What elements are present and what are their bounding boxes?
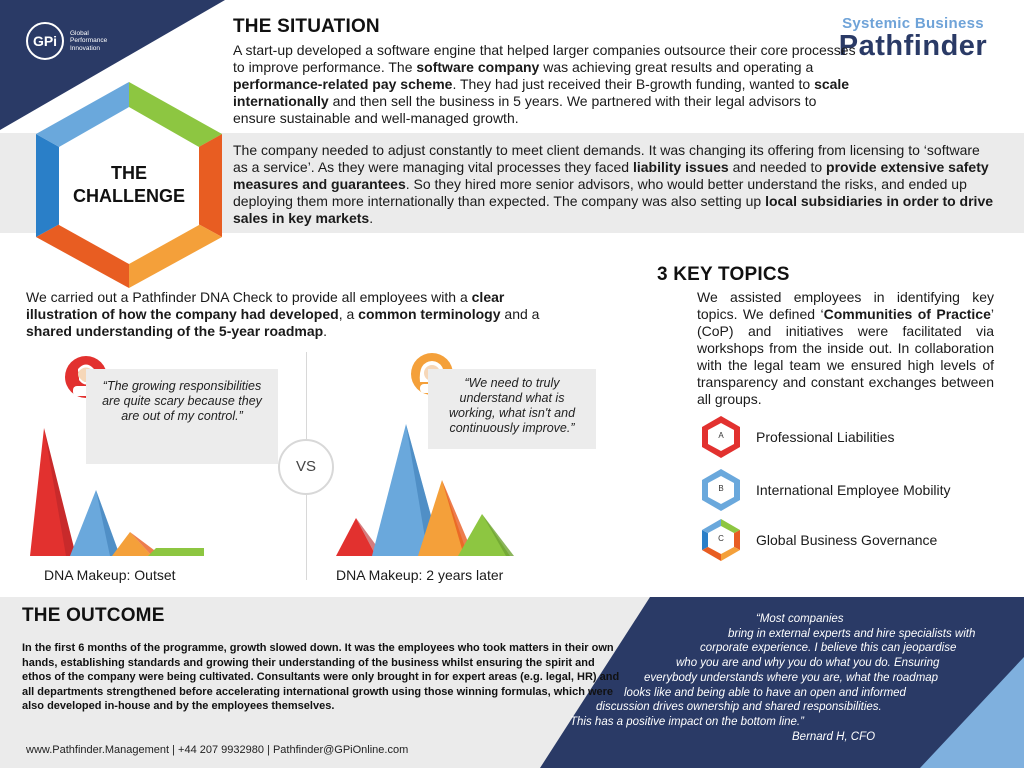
dna-peak-green xyxy=(148,548,204,556)
testimonial-line: This has a positive impact on the bottom line.” xyxy=(570,715,804,728)
testimonial-line: corporate experience. I believe this can jeopardise xyxy=(700,642,957,655)
dna-peak-green xyxy=(458,514,510,556)
text-segment: . xyxy=(323,323,328,339)
cfo-testimonial xyxy=(560,612,1010,744)
gpi-logo-mark: GPi xyxy=(26,22,64,60)
testimonial-line: looks like and being able to have an open and informed xyxy=(624,686,906,699)
text-segment: local subsidiaries in order to drive sales in key markets xyxy=(233,193,994,226)
testimonial-attribution: Bernard H, CFO xyxy=(792,730,876,743)
hex-line: THE xyxy=(111,163,147,183)
dna-intro xyxy=(26,289,571,340)
topics-paragraph xyxy=(697,289,994,408)
text-segment: ’ (CoP) and initiatives were facilitated via workshops from the inside out. In collaboration with the legal team we ensured high levels of transparency and constant exchanges between all groups. xyxy=(697,306,995,407)
logo-line: Innovation xyxy=(70,44,100,52)
vs-badge: VS xyxy=(278,439,334,495)
text-segment: provide extensive safety measures and guarantees xyxy=(233,159,989,192)
text-segment: , a xyxy=(338,306,359,322)
text-segment: was achieving great results and operating a xyxy=(539,59,814,75)
dna-caption-later: DNA Makeup: 2 years later xyxy=(336,567,504,583)
testimonial-line: who you are and why you do what you do. Ensuring xyxy=(676,657,940,670)
dna-chart-later xyxy=(332,420,517,560)
testimonial-line: discussion drives ownership and shared responsibilities. xyxy=(596,701,882,714)
text-segment: software company xyxy=(416,59,540,75)
situation-paragraph xyxy=(233,42,863,127)
logo-line: Performance xyxy=(70,37,108,45)
footer-contact: www.Pathfinder.Management | +44 207 9932980 | Pathfinder@GPiOnline.com xyxy=(26,744,409,756)
quote-right: “We need to truly understand what is working, what isn't and continuously improve.” xyxy=(428,369,596,449)
dna-caption-outset: DNA Makeup: Outset xyxy=(44,567,176,583)
text-segment: and a xyxy=(500,306,540,322)
topic-label: Professional Liabilities xyxy=(756,429,895,445)
text-segment: A start-up developed a software engine that helped larger companies outsource their core processes to improve performance. The xyxy=(233,42,856,75)
text-segment: We carried out a Pathfinder DNA Check to provide all employees with a xyxy=(26,289,472,305)
topic-label: Global Business Governance xyxy=(756,532,938,548)
topics-list xyxy=(700,414,951,563)
testimonial-line: “Most companies xyxy=(756,613,844,625)
text-segment: common terminology xyxy=(358,306,501,322)
quote-left: “The growing responsibilities are quite scary because they are out of my control.” xyxy=(86,369,278,464)
topic-item xyxy=(700,414,951,460)
text-segment: and needed to xyxy=(728,159,827,175)
topic-letter: A xyxy=(718,431,724,440)
text-segment: We assisted employees in identifying key topics. We defined ‘ xyxy=(697,289,994,322)
text-segment: . xyxy=(369,210,374,226)
text-segment: shared understanding of the 5-year roadmap xyxy=(26,323,324,339)
text-segment: scale internationally xyxy=(233,76,850,109)
text-segment: clear illustration of how the company had developed xyxy=(26,289,505,322)
situation-title: THE SITUATION xyxy=(233,16,380,37)
logo-line: Global xyxy=(70,29,89,37)
dna-chart-outset xyxy=(28,420,213,560)
text-segment: liability issues xyxy=(632,159,729,175)
text-segment: Communities of Practice xyxy=(823,306,991,322)
outcome-title: THE OUTCOME xyxy=(22,605,165,626)
text-segment: . So they hired more senior advisors, who would better understand the risks, and ended up deploying them more internationally than expected. The company was also setting up xyxy=(233,176,967,209)
testimonial-line: bring in external experts and hire specialists with xyxy=(728,627,976,640)
topics-title: 3 KEY TOPICS xyxy=(657,264,790,285)
topic-label: International Employee Mobility xyxy=(756,482,951,498)
brand-name: Pathfinder xyxy=(838,30,988,62)
challenge-hexagon-label xyxy=(36,162,222,208)
challenge-paragraph xyxy=(233,142,998,227)
topic-letter: B xyxy=(718,484,724,493)
text-segment: . They had just received their B-growth funding, wanted to xyxy=(452,76,815,92)
brand-tagline: Systemic Business xyxy=(842,15,984,32)
testimonial-line: everybody understands where you are, what the roadmap xyxy=(644,671,939,684)
text-segment: The company needed to adjust constantly to meet client demands. It was changing its offering from licensing to ‘software as a service’. As they were managing vital processes they faced xyxy=(233,142,980,175)
topic-item xyxy=(700,467,951,513)
text-segment: and then sell the business in 5 years. We partnered with their legal advisors to ensure sustainable and well-managed growth. xyxy=(233,93,817,126)
topic-item xyxy=(700,517,951,563)
text-segment: performance-related pay scheme xyxy=(233,76,453,92)
hex-line: CHALLENGE xyxy=(73,186,185,206)
topic-letter: C xyxy=(718,534,724,543)
outcome-paragraph: In the first 6 months of the programme, growth slowed down. It was the employees who took matters in their own hands, establishing standards and growing their understanding of the business whilst ensuring the spirit and ethos of the company were being cultivated. Consultants were only brought in for expert areas (e.g. legal, HR) and all departments strengthened before accelerating international growth using those winning formulas, which were also developed in-house and by the employees themselves. xyxy=(22,642,620,712)
gpi-logo xyxy=(26,22,107,60)
gpi-logo-text xyxy=(70,30,107,53)
